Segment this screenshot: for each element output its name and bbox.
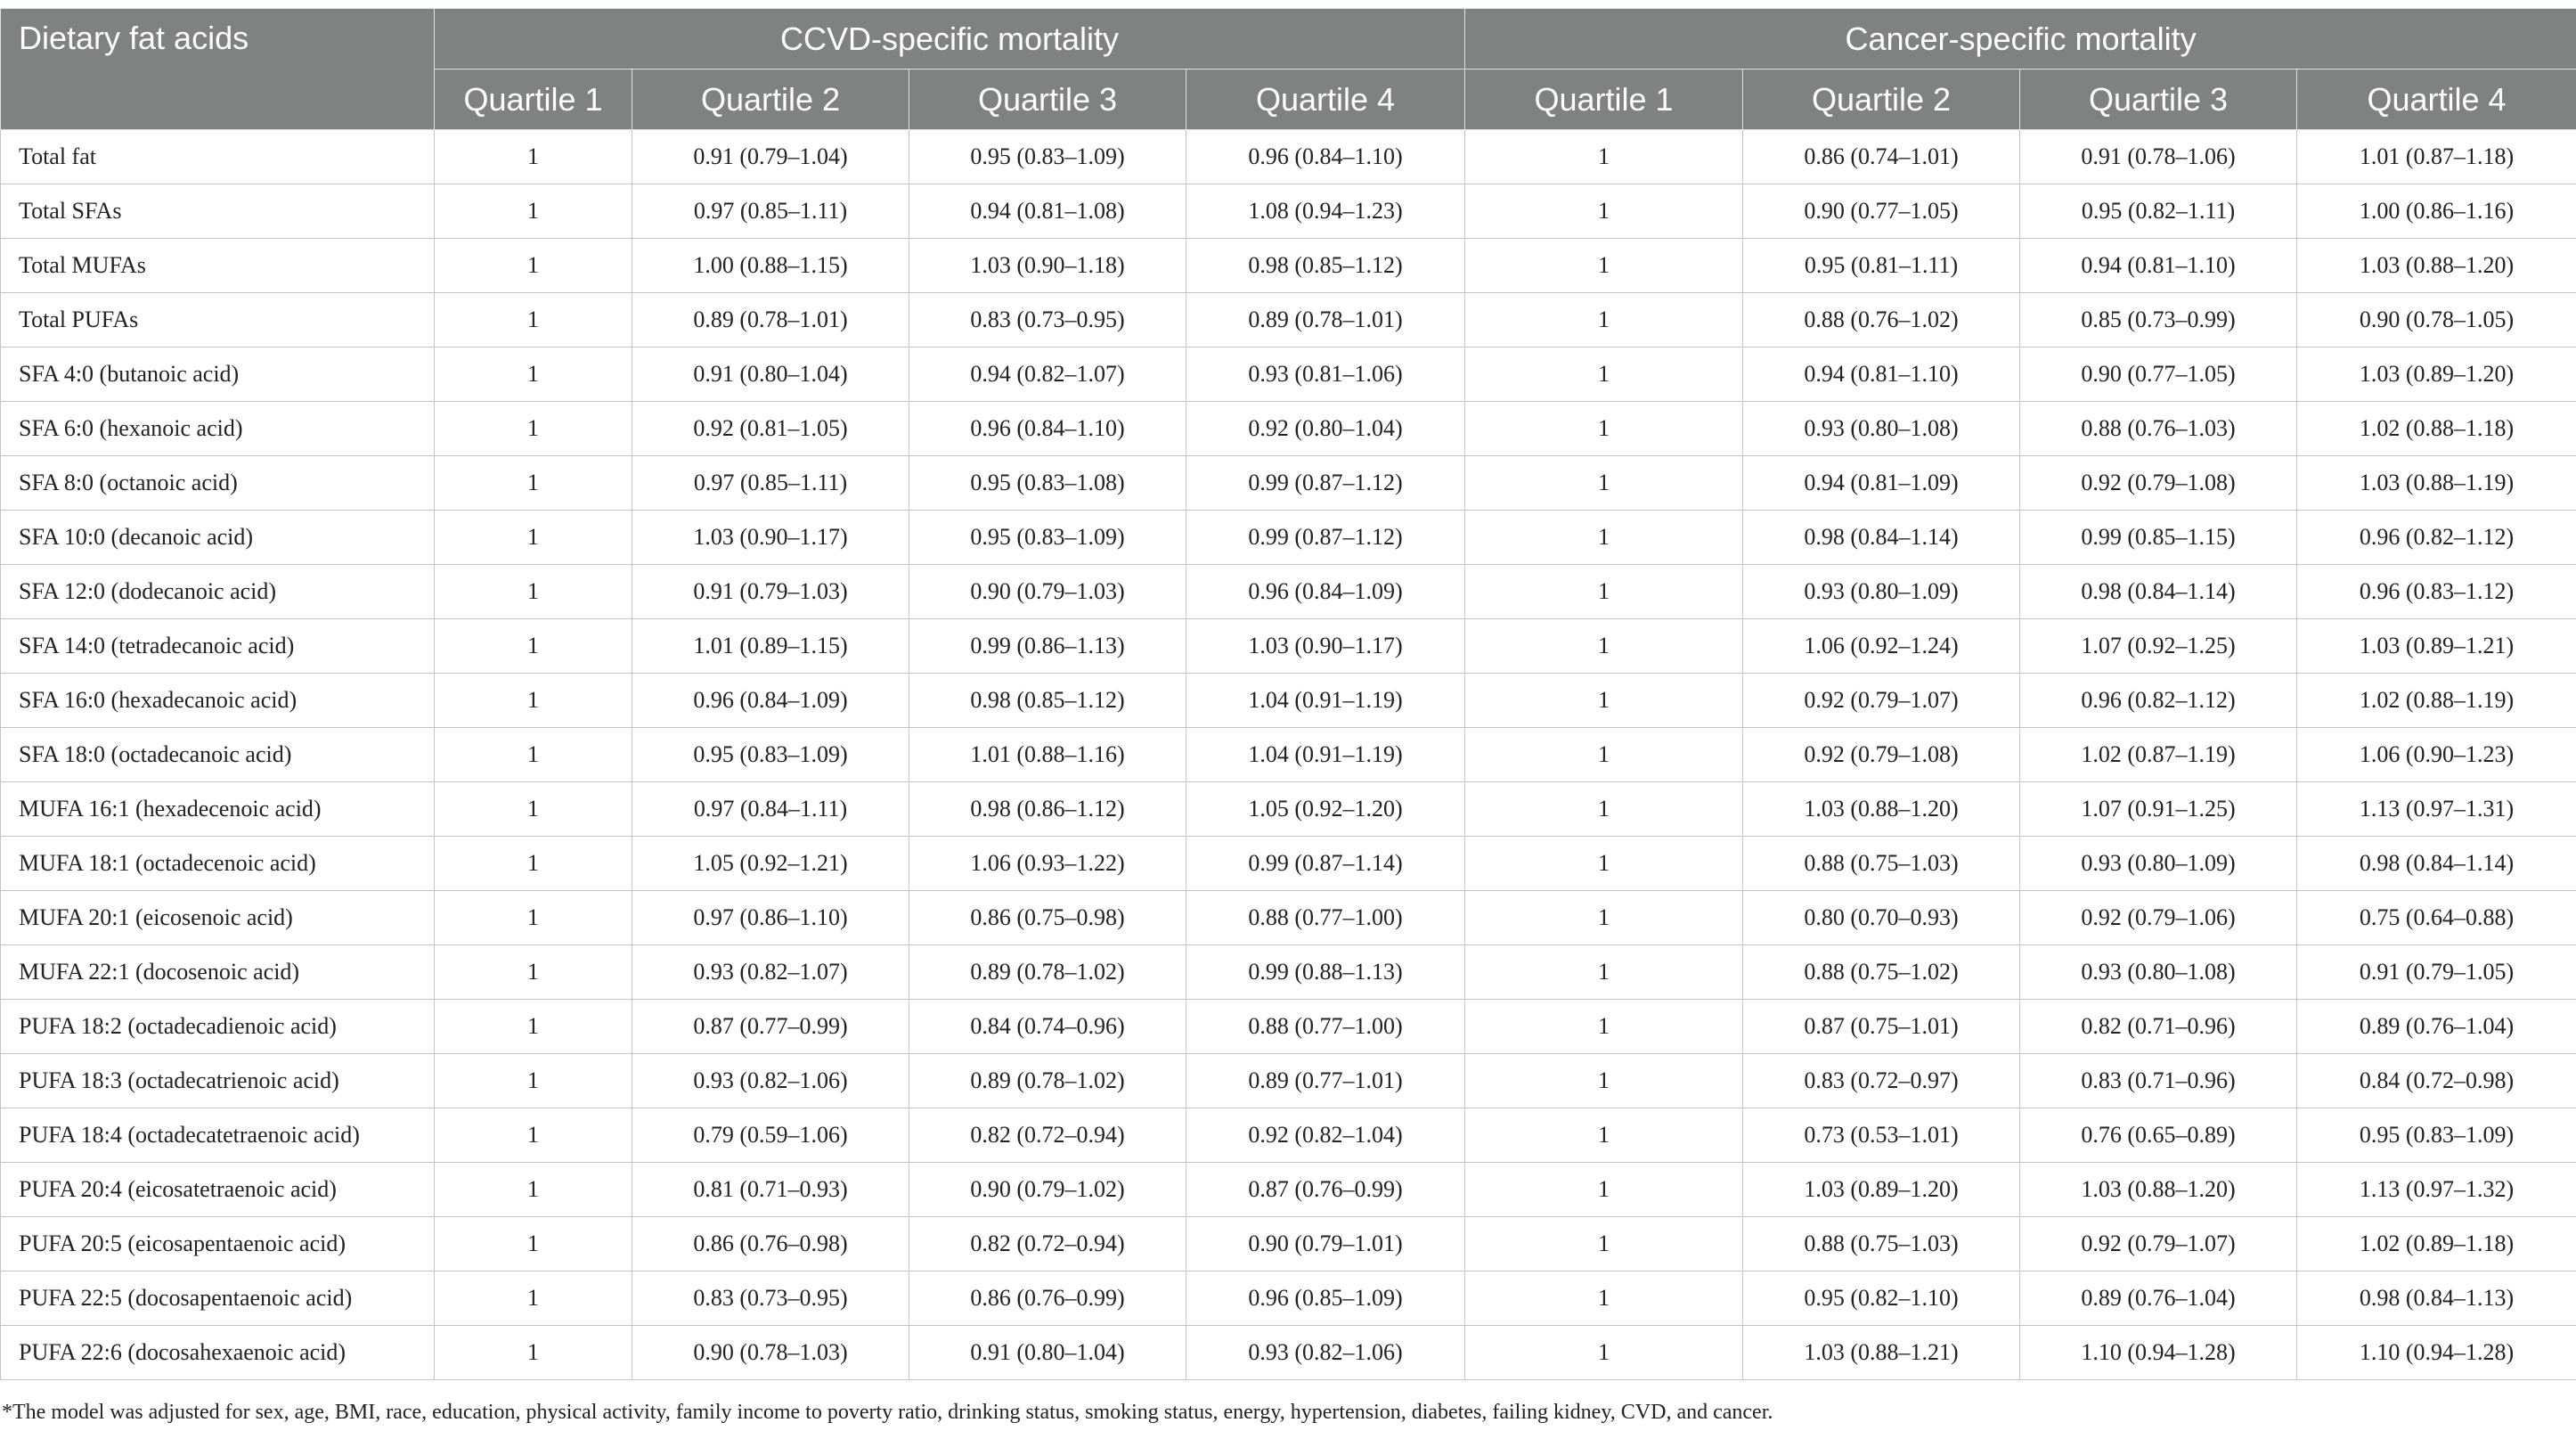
hazard-ratio-cell: 1.05 (0.92–1.20): [1186, 782, 1465, 837]
hazard-ratio-cell: 1: [1465, 184, 1743, 239]
hazard-ratio-cell: 1: [435, 837, 632, 891]
row-label: Total MUFAs: [1, 239, 435, 293]
hazard-ratio-cell: 1: [435, 1000, 632, 1054]
hazard-ratio-cell: 0.96 (0.82–1.12): [2297, 511, 2576, 565]
hazard-ratio-cell: 0.92 (0.82–1.04): [1186, 1108, 1465, 1163]
hazard-ratio-cell: 1: [1465, 347, 1743, 402]
table-row: [1, 1054, 2576, 1108]
hazard-ratio-cell: 0.88 (0.75–1.03): [1743, 837, 2020, 891]
hazard-ratio-cell: 1.03 (0.88–1.20): [1743, 782, 2020, 837]
hazard-ratio-cell: 0.95 (0.83–1.09): [632, 728, 909, 782]
hazard-ratio-cell: 1.03 (0.89–1.20): [2297, 347, 2576, 402]
row-label: PUFA 22:6 (docosahexaenoic acid): [1, 1326, 435, 1380]
row-label: MUFA 22:1 (docosenoic acid): [1, 945, 435, 1000]
table-row: [1, 837, 2576, 891]
hazard-ratio-cell: 0.89 (0.78–1.02): [909, 945, 1186, 1000]
hazard-ratio-cell: 1: [1465, 619, 1743, 674]
table-row: [1, 1163, 2576, 1217]
hazard-ratio-cell: 0.92 (0.81–1.05): [632, 402, 909, 456]
row-label: SFA 6:0 (hexanoic acid): [1, 402, 435, 456]
hazard-ratio-cell: 1: [435, 511, 632, 565]
hazard-ratio-cell: 0.92 (0.80–1.04): [1186, 402, 1465, 456]
hazard-ratio-cell: 0.94 (0.82–1.07): [909, 347, 1186, 402]
hazard-ratio-cell: 0.95 (0.81–1.11): [1743, 239, 2020, 293]
hazard-ratio-cell: 1.07 (0.91–1.25): [2020, 782, 2297, 837]
hazard-ratio-cell: 0.93 (0.80–1.09): [1743, 565, 2020, 619]
header-ccvd-quartile-2: Quartile 2: [632, 69, 909, 130]
row-label: SFA 12:0 (dodecanoic acid): [1, 565, 435, 619]
hazard-ratio-cell: 0.93 (0.82–1.06): [1186, 1326, 1465, 1380]
table-row: [1, 945, 2576, 1000]
hazard-ratio-cell: 0.99 (0.87–1.14): [1186, 837, 1465, 891]
hazard-ratio-cell: 0.84 (0.72–0.98): [2297, 1054, 2576, 1108]
hazard-ratio-cell: 0.95 (0.83–1.08): [909, 456, 1186, 511]
hazard-ratio-cell: 0.96 (0.83–1.12): [2297, 565, 2576, 619]
hazard-ratio-cell: 1: [1465, 1217, 1743, 1271]
hazard-ratio-cell: 1: [1465, 565, 1743, 619]
hazard-ratio-cell: 1: [435, 347, 632, 402]
hazard-ratio-cell: 1: [435, 782, 632, 837]
hazard-ratio-cell: 1: [1465, 891, 1743, 945]
hazard-ratio-cell: 1: [1465, 130, 1743, 184]
hazard-ratio-cell: 0.96 (0.84–1.10): [909, 402, 1186, 456]
hazard-ratio-cell: 0.91 (0.79–1.05): [2297, 945, 2576, 1000]
hazard-ratio-cell: 0.88 (0.76–1.02): [1743, 293, 2020, 347]
hazard-ratio-cell: 0.92 (0.79–1.08): [1743, 728, 2020, 782]
hazard-ratio-cell: 1: [435, 402, 632, 456]
hazard-ratio-cell: 0.99 (0.87–1.12): [1186, 456, 1465, 511]
hazard-ratio-cell: 1.03 (0.90–1.18): [909, 239, 1186, 293]
hazard-ratio-cell: 0.99 (0.88–1.13): [1186, 945, 1465, 1000]
hazard-ratio-cell: 0.91 (0.79–1.03): [632, 565, 909, 619]
hazard-ratio-cell: 1: [435, 1271, 632, 1326]
header-group-ccvd: CCVD-specific mortality: [435, 9, 1465, 69]
hazard-ratio-cell: 0.96 (0.84–1.09): [632, 674, 909, 728]
table-row: [1, 1326, 2576, 1380]
hazard-ratio-cell: 1: [435, 674, 632, 728]
table-row: [1, 891, 2576, 945]
row-label: SFA 10:0 (decanoic acid): [1, 511, 435, 565]
header-cancer-quartile-4: Quartile 4: [2297, 69, 2576, 130]
hazard-ratio-cell: 0.94 (0.81–1.10): [2020, 239, 2297, 293]
hazard-ratio-cell: 1: [435, 1326, 632, 1380]
row-label: SFA 8:0 (octanoic acid): [1, 456, 435, 511]
hazard-ratio-cell: 1: [1465, 1271, 1743, 1326]
hazard-ratio-cell: 0.84 (0.74–0.96): [909, 1000, 1186, 1054]
hazard-ratio-cell: 1.02 (0.89–1.18): [2297, 1217, 2576, 1271]
hazard-ratio-cell: 0.98 (0.84–1.14): [1743, 511, 2020, 565]
hazard-ratio-cell: 0.97 (0.84–1.11): [632, 782, 909, 837]
hazard-ratio-cell: 1: [435, 1163, 632, 1217]
table-row: [1, 728, 2576, 782]
hazard-ratio-cell: 0.89 (0.78–1.02): [909, 1054, 1186, 1108]
hazard-ratio-cell: 1: [1465, 1000, 1743, 1054]
hazard-ratio-cell: 1: [435, 728, 632, 782]
hazard-ratio-cell: 0.98 (0.84–1.14): [2297, 837, 2576, 891]
hazard-ratio-cell: 1: [1465, 674, 1743, 728]
hazard-ratio-cell: 0.86 (0.76–0.98): [632, 1217, 909, 1271]
hazard-ratio-cell: 1.08 (0.94–1.23): [1186, 184, 1465, 239]
table-row: [1, 239, 2576, 293]
hazard-ratio-cell: 0.99 (0.85–1.15): [2020, 511, 2297, 565]
hazard-ratio-cell: 0.80 (0.70–0.93): [1743, 891, 2020, 945]
table-row: [1, 402, 2576, 456]
hazard-ratio-cell: 1.10 (0.94–1.28): [2297, 1326, 2576, 1380]
header-row-groups: [1, 9, 2576, 69]
hazard-ratio-cell: 1: [435, 1108, 632, 1163]
row-label: MUFA 18:1 (octadecenoic acid): [1, 837, 435, 891]
hazard-ratio-cell: 0.89 (0.76–1.04): [2297, 1000, 2576, 1054]
hazard-ratio-cell: 1.03 (0.88–1.20): [2020, 1163, 2297, 1217]
hazard-ratio-cell: 0.96 (0.84–1.10): [1186, 130, 1465, 184]
hazard-ratio-cell: 0.90 (0.79–1.03): [909, 565, 1186, 619]
header-group-cancer: Cancer-specific mortality: [1465, 9, 2576, 69]
hazard-ratio-cell: 1: [1465, 239, 1743, 293]
header-ccvd-quartile-4: Quartile 4: [1186, 69, 1465, 130]
hazard-ratio-cell: 0.95 (0.83–1.09): [909, 511, 1186, 565]
hazard-ratio-cell: 1: [435, 1217, 632, 1271]
hazard-ratio-cell: 1: [435, 456, 632, 511]
hazard-ratio-cell: 1: [435, 184, 632, 239]
table-row: [1, 619, 2576, 674]
table-body: [1, 130, 2576, 1380]
hazard-ratio-cell: 1.06 (0.90–1.23): [2297, 728, 2576, 782]
hazard-ratio-cell: 1: [1465, 945, 1743, 1000]
hazard-ratio-cell: 1: [1465, 1326, 1743, 1380]
hazard-ratio-cell: 0.93 (0.81–1.06): [1186, 347, 1465, 402]
hazard-ratio-cell: 0.75 (0.64–0.88): [2297, 891, 2576, 945]
table-row: [1, 674, 2576, 728]
hazard-ratio-cell: 0.90 (0.78–1.05): [2297, 293, 2576, 347]
hazard-ratio-cell: 1.01 (0.87–1.18): [2297, 130, 2576, 184]
hazard-ratio-cell: 1.03 (0.90–1.17): [632, 511, 909, 565]
row-label: PUFA 18:2 (octadecadienoic acid): [1, 1000, 435, 1054]
row-label: SFA 18:0 (octadecanoic acid): [1, 728, 435, 782]
header-dietary-fat-acids: Dietary fat acids: [1, 9, 435, 130]
hazard-ratio-cell: 0.90 (0.78–1.03): [632, 1326, 909, 1380]
footnote: *The model was adjusted for sex, age, BMI, race, education, physical activity, family income to poverty ratio, drinking status, smoking status, energy, hypertension, diabetes, failing kidney, CVD, and cancer.: [2, 1401, 1773, 1424]
table-row: [1, 1271, 2576, 1326]
table-row: [1, 1217, 2576, 1271]
hazard-ratio-cell: 1: [1465, 511, 1743, 565]
hazard-ratio-cell: 0.99 (0.87–1.12): [1186, 511, 1465, 565]
hazard-ratio-cell: 1.13 (0.97–1.32): [2297, 1163, 2576, 1217]
hazard-ratio-cell: 0.85 (0.73–0.99): [2020, 293, 2297, 347]
hazard-ratio-cell: 0.94 (0.81–1.08): [909, 184, 1186, 239]
hazard-ratio-cell: 1: [435, 891, 632, 945]
hazard-ratio-cell: 0.96 (0.82–1.12): [2020, 674, 2297, 728]
hazard-ratio-cell: 0.82 (0.71–0.96): [2020, 1000, 2297, 1054]
table-row: [1, 293, 2576, 347]
hazard-ratio-cell: 1: [435, 293, 632, 347]
hazard-ratio-cell: 0.97 (0.85–1.11): [632, 456, 909, 511]
hazard-ratio-cell: 1.03 (0.89–1.20): [1743, 1163, 2020, 1217]
hazard-ratio-cell: 0.91 (0.80–1.04): [909, 1326, 1186, 1380]
hazard-ratio-cell: 0.96 (0.84–1.09): [1186, 565, 1465, 619]
hazard-ratio-cell: 1: [1465, 1108, 1743, 1163]
row-label: PUFA 18:3 (octadecatrienoic acid): [1, 1054, 435, 1108]
hazard-ratio-cell: 0.83 (0.73–0.95): [632, 1271, 909, 1326]
hazard-ratio-cell: 0.86 (0.75–0.98): [909, 891, 1186, 945]
hazard-ratio-cell: 0.88 (0.77–1.00): [1186, 1000, 1465, 1054]
hazard-ratio-cell: 0.79 (0.59–1.06): [632, 1108, 909, 1163]
hazard-ratio-cell: 0.90 (0.77–1.05): [2020, 347, 2297, 402]
hazard-ratio-cell: 1.02 (0.88–1.18): [2297, 402, 2576, 456]
hazard-ratio-cell: 1: [1465, 456, 1743, 511]
hazard-ratio-cell: 0.94 (0.81–1.10): [1743, 347, 2020, 402]
hazard-ratio-cell: 0.88 (0.75–1.03): [1743, 1217, 2020, 1271]
hazard-ratio-cell: 1.03 (0.90–1.17): [1186, 619, 1465, 674]
hazard-ratio-cell: 1.01 (0.88–1.16): [909, 728, 1186, 782]
hazard-ratio-cell: 1.00 (0.86–1.16): [2297, 184, 2576, 239]
hazard-ratio-cell: 1: [1465, 1054, 1743, 1108]
hazard-ratio-cell: 0.89 (0.76–1.04): [2020, 1271, 2297, 1326]
hazard-ratio-cell: 0.83 (0.73–0.95): [909, 293, 1186, 347]
row-label: MUFA 16:1 (hexadecenoic acid): [1, 782, 435, 837]
hazard-ratio-cell: 0.76 (0.65–0.89): [2020, 1108, 2297, 1163]
hazard-ratio-cell: 1.07 (0.92–1.25): [2020, 619, 2297, 674]
hazard-ratio-cell: 0.82 (0.72–0.94): [909, 1217, 1186, 1271]
hazard-ratio-cell: 1.04 (0.91–1.19): [1186, 674, 1465, 728]
hazard-ratio-cell: 0.96 (0.85–1.09): [1186, 1271, 1465, 1326]
row-label: SFA 14:0 (tetradecanoic acid): [1, 619, 435, 674]
hazard-ratio-cell: 0.99 (0.86–1.13): [909, 619, 1186, 674]
hazard-ratio-cell: 0.83 (0.71–0.96): [2020, 1054, 2297, 1108]
hazard-ratio-cell: 0.93 (0.82–1.06): [632, 1054, 909, 1108]
table-row: [1, 347, 2576, 402]
table-row: [1, 456, 2576, 511]
hazard-ratio-cell: 1.02 (0.88–1.19): [2297, 674, 2576, 728]
hazard-ratio-cell: 0.93 (0.80–1.08): [1743, 402, 2020, 456]
header-ccvd-quartile-3: Quartile 3: [909, 69, 1186, 130]
table-row: [1, 565, 2576, 619]
hazard-ratio-cell: 0.93 (0.80–1.09): [2020, 837, 2297, 891]
hazard-ratio-cell: 0.98 (0.84–1.13): [2297, 1271, 2576, 1326]
hazard-ratio-cell: 0.90 (0.79–1.01): [1186, 1217, 1465, 1271]
hazard-ratio-cell: 1.00 (0.88–1.15): [632, 239, 909, 293]
hazard-ratio-cell: 1: [435, 945, 632, 1000]
row-label: PUFA 20:5 (eicosapentaenoic acid): [1, 1217, 435, 1271]
header-cancer-quartile-3: Quartile 3: [2020, 69, 2297, 130]
hazard-ratio-cell: 0.92 (0.79–1.08): [2020, 456, 2297, 511]
hazard-ratio-cell: 1: [435, 619, 632, 674]
hazard-ratio-cell: 0.94 (0.81–1.09): [1743, 456, 2020, 511]
hazard-ratio-cell: 0.95 (0.82–1.11): [2020, 184, 2297, 239]
header-cancer-quartile-1: Quartile 1: [1465, 69, 1743, 130]
hazard-ratio-cell: 1.06 (0.92–1.24): [1743, 619, 2020, 674]
hazard-ratio-cell: 1.06 (0.93–1.22): [909, 837, 1186, 891]
table-row: [1, 1000, 2576, 1054]
row-label: SFA 4:0 (butanoic acid): [1, 347, 435, 402]
hazard-ratio-cell: 0.92 (0.79–1.06): [2020, 891, 2297, 945]
hazard-ratio-cell: 1: [435, 565, 632, 619]
mortality-table: [0, 8, 2576, 1380]
hazard-ratio-cell: 1.01 (0.89–1.15): [632, 619, 909, 674]
hazard-ratio-cell: 0.91 (0.79–1.04): [632, 130, 909, 184]
row-label: Total PUFAs: [1, 293, 435, 347]
hazard-ratio-cell: 0.90 (0.77–1.05): [1743, 184, 2020, 239]
hazard-ratio-cell: 0.87 (0.76–0.99): [1186, 1163, 1465, 1217]
row-label: Total SFAs: [1, 184, 435, 239]
hazard-ratio-cell: 1: [1465, 1163, 1743, 1217]
hazard-ratio-cell: 1: [1465, 837, 1743, 891]
hazard-ratio-cell: 0.87 (0.77–0.99): [632, 1000, 909, 1054]
hazard-ratio-cell: 0.81 (0.71–0.93): [632, 1163, 909, 1217]
table-row: [1, 184, 2576, 239]
hazard-ratio-cell: 1: [1465, 782, 1743, 837]
row-label: SFA 16:0 (hexadecanoic acid): [1, 674, 435, 728]
hazard-ratio-cell: 0.89 (0.78–1.01): [632, 293, 909, 347]
hazard-ratio-cell: 0.93 (0.82–1.07): [632, 945, 909, 1000]
hazard-ratio-cell: 0.98 (0.85–1.12): [909, 674, 1186, 728]
hazard-ratio-cell: 1: [435, 130, 632, 184]
hazard-ratio-cell: 0.95 (0.82–1.10): [1743, 1271, 2020, 1326]
row-label: PUFA 20:4 (eicosatetraenoic acid): [1, 1163, 435, 1217]
hazard-ratio-cell: 0.90 (0.79–1.02): [909, 1163, 1186, 1217]
hazard-ratio-cell: 1.13 (0.97–1.31): [2297, 782, 2576, 837]
hazard-ratio-cell: 0.92 (0.79–1.07): [1743, 674, 2020, 728]
hazard-ratio-cell: 0.95 (0.83–1.09): [2297, 1108, 2576, 1163]
table-row: [1, 130, 2576, 184]
hazard-ratio-cell: 1: [1465, 293, 1743, 347]
hazard-ratio-cell: 1.04 (0.91–1.19): [1186, 728, 1465, 782]
row-label: PUFA 18:4 (octadecatetraenoic acid): [1, 1108, 435, 1163]
hazard-ratio-cell: 0.91 (0.78–1.06): [2020, 130, 2297, 184]
hazard-ratio-cell: 0.83 (0.72–0.97): [1743, 1054, 2020, 1108]
hazard-ratio-cell: 0.95 (0.83–1.09): [909, 130, 1186, 184]
hazard-ratio-cell: 1: [1465, 728, 1743, 782]
row-label: PUFA 22:5 (docosapentaenoic acid): [1, 1271, 435, 1326]
hazard-ratio-cell: 0.98 (0.85–1.12): [1186, 239, 1465, 293]
hazard-ratio-cell: 1.03 (0.88–1.20): [2297, 239, 2576, 293]
hazard-ratio-cell: 1.03 (0.88–1.21): [1743, 1326, 2020, 1380]
row-label: MUFA 20:1 (eicosenoic acid): [1, 891, 435, 945]
hazard-ratio-cell: 0.89 (0.78–1.01): [1186, 293, 1465, 347]
table-header: [1, 9, 2576, 130]
hazard-ratio-cell: 0.97 (0.86–1.10): [632, 891, 909, 945]
hazard-ratio-cell: 1.03 (0.89–1.21): [2297, 619, 2576, 674]
hazard-ratio-cell: 1.10 (0.94–1.28): [2020, 1326, 2297, 1380]
header-cancer-quartile-2: Quartile 2: [1743, 69, 2020, 130]
hazard-ratio-cell: 0.89 (0.77–1.01): [1186, 1054, 1465, 1108]
hazard-ratio-cell: 0.86 (0.74–1.01): [1743, 130, 2020, 184]
hazard-ratio-cell: 0.92 (0.79–1.07): [2020, 1217, 2297, 1271]
table-row: [1, 511, 2576, 565]
hazard-ratio-cell: 1: [1465, 402, 1743, 456]
hazard-ratio-cell: 0.88 (0.77–1.00): [1186, 891, 1465, 945]
hazard-ratio-cell: 1: [435, 239, 632, 293]
hazard-ratio-cell: 0.82 (0.72–0.94): [909, 1108, 1186, 1163]
table-row: [1, 1108, 2576, 1163]
header-ccvd-quartile-1: Quartile 1: [435, 69, 632, 130]
hazard-ratio-cell: 0.88 (0.75–1.02): [1743, 945, 2020, 1000]
hazard-ratio-cell: 0.88 (0.76–1.03): [2020, 402, 2297, 456]
row-label: Total fat: [1, 130, 435, 184]
hazard-ratio-cell: 0.93 (0.80–1.08): [2020, 945, 2297, 1000]
hazard-ratio-cell: 1: [435, 1054, 632, 1108]
table-row: [1, 782, 2576, 837]
hazard-ratio-cell: 0.98 (0.86–1.12): [909, 782, 1186, 837]
hazard-ratio-cell: 0.73 (0.53–1.01): [1743, 1108, 2020, 1163]
hazard-ratio-cell: 0.91 (0.80–1.04): [632, 347, 909, 402]
hazard-ratio-cell: 0.98 (0.84–1.14): [2020, 565, 2297, 619]
hazard-ratio-cell: 0.86 (0.76–0.99): [909, 1271, 1186, 1326]
hazard-ratio-cell: 0.87 (0.75–1.01): [1743, 1000, 2020, 1054]
hazard-ratio-cell: 1.03 (0.88–1.19): [2297, 456, 2576, 511]
hazard-ratio-cell: 0.97 (0.85–1.11): [632, 184, 909, 239]
hazard-ratio-cell: 1.02 (0.87–1.19): [2020, 728, 2297, 782]
hazard-ratio-cell: 1.05 (0.92–1.21): [632, 837, 909, 891]
